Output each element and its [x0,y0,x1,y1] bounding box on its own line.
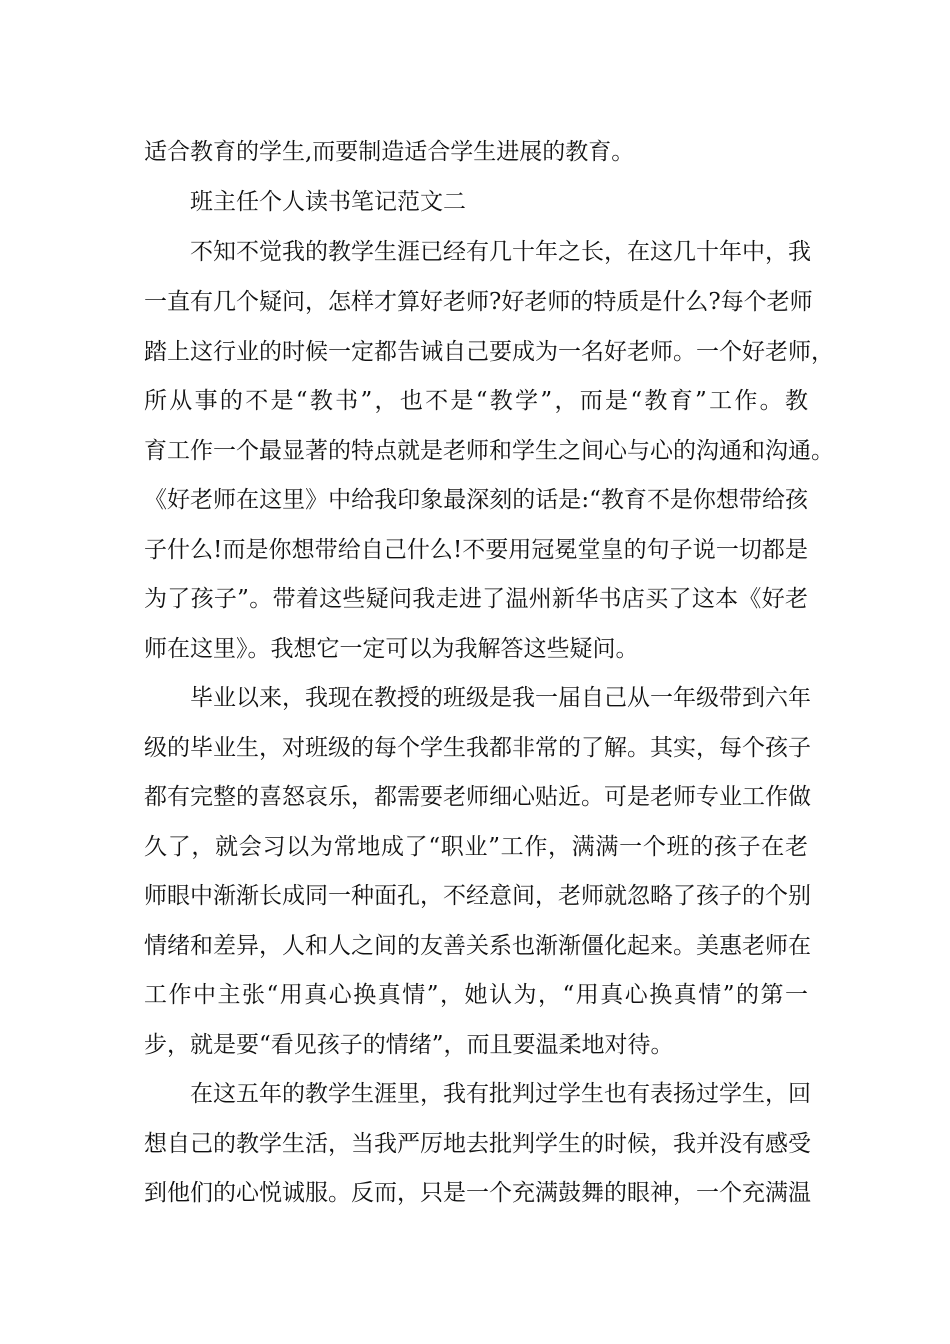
text-line: 师在这里》。我想它一定可以为我解答这些疑问。 [144,636,639,662]
text-line: 为了孩子”。带着这些疑问我走进了温州新华书店买了这本《好老 [144,586,808,612]
text-line: 子什么!而是你想带给自己什么!不要用冠冕堂皇的句子说一切都是 [144,537,808,563]
text-line: 工作中主张“用真心换真情”，她认为，“用真心换真情”的第一 [144,982,808,1008]
text-line: 情绪和差异，人和人之间的友善关系也渐渐僵化起来。美惠老师在 [144,933,811,959]
section-heading: 班主任个人读书笔记范文二 [190,189,466,215]
text-line: 一直有几个疑问，怎样才算好老师?好老师的特质是什么?每个老师 [144,289,813,315]
text-line: 踏上这行业的时候一定都告诫自己要成为一名好老师。一个好老师， [144,339,834,365]
text-line: 都有完整的喜怒哀乐，都需要老师细心贴近。可是老师专业工作做 [144,784,811,810]
text-line: 所从事的不是“教书”，也不是“教学”，而是“教育”工作。教 [144,388,808,414]
text-line: 步，就是要“看见孩子的情绪”，而且要温柔地对待。 [144,1032,674,1058]
text-line: 不知不觉我的教学生涯已经有几十年之长，在这几十年中，我 [190,239,811,265]
text-line: 想自己的教学生活，当我严厉地去批判学生的时候，我并没有感受 [144,1131,811,1157]
text-line: 适合教育的学生,而要制造适合学生进展的教育。 [144,139,635,165]
text-line: 育工作一个最显著的特点就是老师和学生之间心与心的沟通和沟通。 [144,438,834,464]
text-line: 《好老师在这里》中给我印象最深刻的话是:“教育不是你想带给孩 [144,487,808,513]
text-line: 在这五年的教学生涯里，我有批判过学生也有表扬过学生，回 [190,1081,811,1107]
text-line: 到他们的心悦诚服。反而，只是一个充满鼓舞的眼神，一个充满温 [144,1180,811,1206]
text-line: 级的毕业生，对班级的每个学生我都非常的了解。其实，每个孩子 [144,735,811,761]
text-line: 毕业以来，我现在教授的班级是我一届自己从一年级带到六年 [190,685,811,711]
text-line: 久了，就会习以为常地成了“职业”工作，满满一个班的孩子在老 [144,834,808,860]
text-line: 师眼中渐渐长成同一种面孔，不经意间，老师就忽略了孩子的个别 [144,883,811,909]
